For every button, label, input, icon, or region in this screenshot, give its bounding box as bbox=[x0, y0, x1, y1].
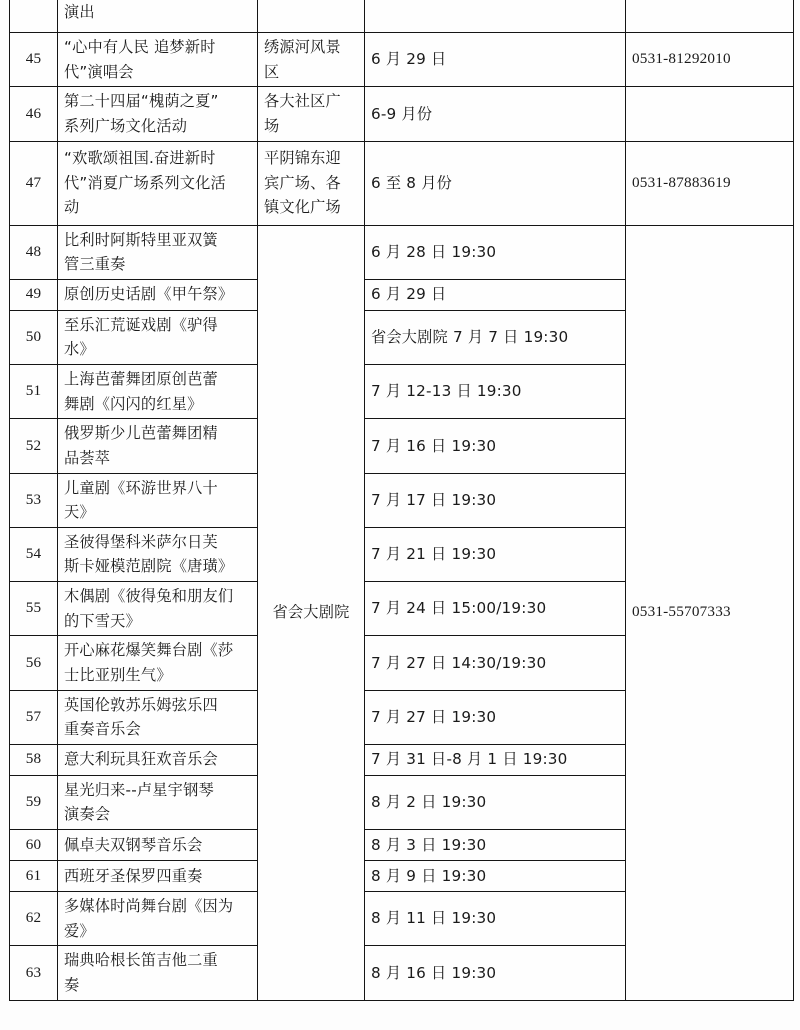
text-line: 舞剧《闪闪的红星》 bbox=[64, 394, 203, 413]
cell-date-time: 7 月 16 日 19:30 bbox=[365, 419, 626, 473]
table-row bbox=[10, 225, 794, 279]
cell-date-time: 6-9 月份 bbox=[365, 87, 626, 141]
table-row-header-fragment bbox=[10, 0, 794, 33]
cell-event-name bbox=[58, 946, 258, 1000]
cell-date-time: 8 月 3 日 19:30 bbox=[365, 830, 626, 861]
cell-event-name bbox=[58, 365, 258, 419]
text-line: 第二十四届“槐荫之夏” bbox=[64, 92, 219, 111]
cell-date-time: 6 月 28 日 19:30 bbox=[365, 225, 626, 279]
cell-row-index: 50 bbox=[10, 310, 58, 364]
text-line: 上海芭蕾舞团原创芭蕾 bbox=[64, 370, 218, 388]
text-line: 斯卡娅模范剧院《唐璜》 bbox=[64, 557, 234, 576]
cell-event-name bbox=[58, 861, 258, 892]
cell-row-index: 57 bbox=[10, 690, 58, 744]
cell-event-name bbox=[58, 419, 258, 473]
text-line: 代”演唱会 bbox=[64, 62, 134, 81]
cell-date-time: 8 月 9 日 19:30 bbox=[365, 861, 626, 892]
cell-date-time: 8 月 16 日 19:30 bbox=[365, 946, 626, 1000]
cell-date-time: 6 月 29 日 bbox=[365, 33, 626, 87]
text-line: 重奏音乐会 bbox=[64, 720, 141, 739]
cell-row-index: 51 bbox=[10, 365, 58, 419]
text-line: 镇文化广场 bbox=[264, 198, 341, 217]
cell-row-index: 46 bbox=[10, 87, 58, 141]
cell-row-index: 53 bbox=[10, 473, 58, 527]
cell-date-time: 6 月 29 日 bbox=[365, 279, 626, 310]
text-line: 原创历史话剧《甲午祭》 bbox=[64, 285, 234, 304]
text-line: 比利时阿斯特里亚双簧 bbox=[64, 230, 218, 249]
cell-phone-merged: 0531-55707333 bbox=[626, 225, 794, 1000]
cell-event-name bbox=[58, 310, 258, 364]
cell-row-index: 47 bbox=[10, 141, 58, 225]
cell-row-index: 52 bbox=[10, 419, 58, 473]
cell-event-name bbox=[58, 87, 258, 141]
text-line: “欢歌颂祖国.奋进新时 bbox=[64, 149, 216, 168]
cell-date-time: 7 月 24 日 15:00/19:30 bbox=[365, 582, 626, 636]
cell-index-fragment bbox=[10, 0, 58, 33]
table-body bbox=[10, 0, 794, 1000]
text-line: 英国伦敦苏乐姆弦乐四 bbox=[64, 695, 218, 714]
table-row bbox=[10, 141, 794, 225]
text-line: 意大利玩具狂欢音乐会 bbox=[64, 750, 218, 769]
cell-venue-merged: 省会大剧院 bbox=[258, 225, 365, 1000]
cell-venue bbox=[258, 141, 365, 225]
text-line: 宾广场、各 bbox=[264, 173, 341, 192]
cell-event-name bbox=[58, 225, 258, 279]
cell-date-time: 7 月 27 日 19:30 bbox=[365, 690, 626, 744]
cell-row-index: 45 bbox=[10, 33, 58, 87]
cell-row-index: 59 bbox=[10, 775, 58, 829]
cell-venue bbox=[258, 87, 365, 141]
text-line: 瑞典哈根长笛吉他二重 bbox=[64, 951, 218, 970]
cell-row-index: 56 bbox=[10, 636, 58, 690]
text-line: 俄罗斯少儿芭蕾舞团精 bbox=[64, 424, 218, 443]
cell-name-fragment: 演出 bbox=[58, 0, 258, 33]
text-line: 士比亚别生气》 bbox=[64, 665, 172, 684]
cell-row-index: 60 bbox=[10, 830, 58, 861]
cell-event-name bbox=[58, 141, 258, 225]
text-line: 平阴锦东迎 bbox=[264, 149, 341, 168]
cell-phone: 0531-81292010 bbox=[626, 33, 794, 87]
table-row bbox=[10, 87, 794, 141]
cell-date-time: 省会大剧院 7 月 7 日 19:30 bbox=[365, 310, 626, 364]
cell-date-time: 8 月 11 日 19:30 bbox=[365, 892, 626, 946]
text-line: 的下雪天》 bbox=[64, 611, 141, 630]
cell-event-name bbox=[58, 33, 258, 87]
text-line: 爱》 bbox=[64, 921, 95, 940]
cell-event-name bbox=[58, 775, 258, 829]
cell-event-name bbox=[58, 582, 258, 636]
text-line: 动 bbox=[64, 198, 80, 217]
cell-event-name bbox=[58, 279, 258, 310]
cell-row-index: 54 bbox=[10, 527, 58, 581]
cell-event-name bbox=[58, 744, 258, 775]
text-line: 天》 bbox=[64, 503, 95, 522]
text-line: 至乐汇荒诞戏剧《驴得 bbox=[64, 315, 218, 334]
text-line: 绣源河风景 bbox=[264, 38, 341, 56]
text-line: 系列广场文化活动 bbox=[64, 116, 188, 135]
text-line: 区 bbox=[264, 62, 280, 81]
cell-phone bbox=[626, 87, 794, 141]
cell-date-time: 7 月 27 日 14:30/19:30 bbox=[365, 636, 626, 690]
cell-date-time: 6 至 8 月份 bbox=[365, 141, 626, 225]
cell-row-index: 61 bbox=[10, 861, 58, 892]
text-line: “心中有人民 追梦新时 bbox=[64, 38, 216, 56]
text-line: 场 bbox=[264, 116, 280, 135]
text-line: 各大社区广 bbox=[264, 92, 341, 111]
text-line: 演奏会 bbox=[64, 805, 111, 824]
cell-phone-fragment bbox=[626, 0, 794, 33]
text-line: 管三重奏 bbox=[64, 255, 126, 274]
cell-event-name bbox=[58, 636, 258, 690]
text-line: 佩卓夫双钢琴音乐会 bbox=[64, 835, 203, 854]
cell-date-time: 7 月 31 日-8 月 1 日 19:30 bbox=[365, 744, 626, 775]
text-line: 星光归来--卢星宇钢琴 bbox=[64, 780, 214, 799]
cell-venue-fragment bbox=[258, 0, 365, 33]
cell-date-time: 7 月 12-13 日 19:30 bbox=[365, 365, 626, 419]
cell-event-name bbox=[58, 690, 258, 744]
cell-date-time: 8 月 2 日 19:30 bbox=[365, 775, 626, 829]
cell-event-name bbox=[58, 830, 258, 861]
text-line: 多媒体时尚舞台剧《因为 bbox=[64, 897, 234, 915]
text-line: 水》 bbox=[64, 340, 95, 359]
text-line: 代”消夏广场系列文化活 bbox=[64, 173, 226, 192]
text-line: 儿童剧《环游世界八十 bbox=[64, 478, 218, 497]
text-line: 木偶剧《彼得兔和朋友们 bbox=[64, 587, 234, 605]
performance-schedule-table bbox=[9, 0, 794, 1001]
cell-row-index: 63 bbox=[10, 946, 58, 1000]
text-line: 奏 bbox=[64, 975, 80, 994]
text-line: 圣彼得堡科米萨尔日芙 bbox=[64, 532, 218, 551]
cell-date-time: 7 月 21 日 19:30 bbox=[365, 527, 626, 581]
text-line: 开心麻花爆笑舞台剧《莎 bbox=[64, 641, 234, 660]
cell-venue bbox=[258, 33, 365, 87]
text-line: 西班牙圣保罗四重奏 bbox=[64, 866, 203, 885]
cell-event-name bbox=[58, 527, 258, 581]
cell-event-name bbox=[58, 473, 258, 527]
cell-row-index: 62 bbox=[10, 892, 58, 946]
cell-phone: 0531-87883619 bbox=[626, 141, 794, 225]
table-row bbox=[10, 33, 794, 87]
cell-date-fragment bbox=[365, 0, 626, 33]
cell-row-index: 49 bbox=[10, 279, 58, 310]
cell-row-index: 58 bbox=[10, 744, 58, 775]
cell-row-index: 48 bbox=[10, 225, 58, 279]
cell-row-index: 55 bbox=[10, 582, 58, 636]
cell-event-name bbox=[58, 892, 258, 946]
text-line: 品荟萃 bbox=[64, 448, 111, 467]
cell-date-time: 7 月 17 日 19:30 bbox=[365, 473, 626, 527]
